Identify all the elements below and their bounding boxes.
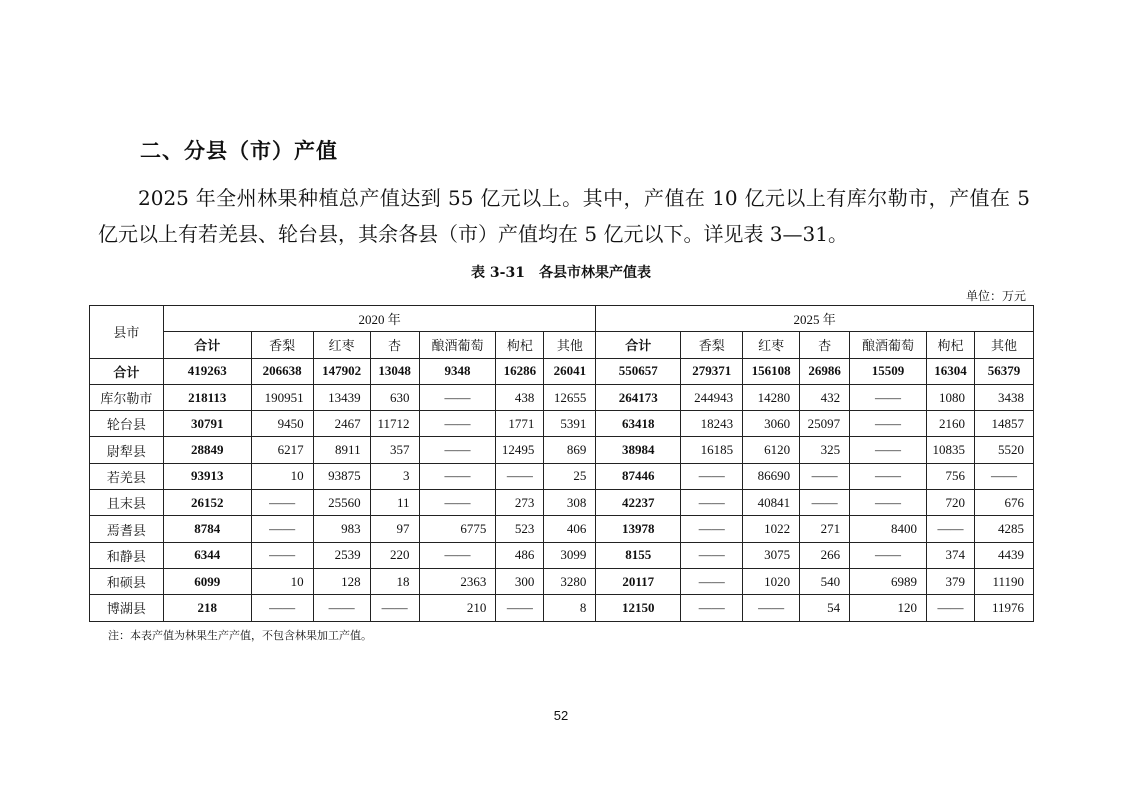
table-cell: —— (251, 516, 313, 542)
table-cell: 357 (370, 437, 419, 463)
output-value-table (89, 305, 1034, 622)
table-cell: —— (681, 568, 743, 594)
table-cell: 4285 (974, 516, 1033, 542)
table-cell: 63418 (596, 411, 681, 437)
table-cell: 93913 (163, 463, 251, 489)
table-row (90, 437, 1034, 463)
table-cell: 10 (251, 568, 313, 594)
table-unit: 单位：万元 (965, 289, 1026, 303)
year-header: 2025 年 (596, 306, 1034, 332)
table-cell: 676 (974, 490, 1033, 516)
table-cell: 18243 (681, 411, 743, 437)
column-header: 枸杞 (926, 332, 974, 358)
table-cell: 54 (800, 595, 850, 621)
table-cell: 26152 (163, 490, 251, 516)
table-cell: 87446 (596, 463, 681, 489)
table-cell: —— (681, 463, 743, 489)
table-cell: 379 (926, 568, 974, 594)
table-cell: —— (419, 542, 496, 568)
body-paragraph-text: 2025 年全州林果种植总产值达到 55 亿元以上。其中，产值在 10 亿元以上有库尔勒市，产值在 5 亿元以上有若羌县、轮台县，其余各县（市）产值均在 5 亿元以下。详见表 3—31。 (98, 186, 1030, 246)
county-name: 库尔勒市 (90, 384, 164, 410)
table-cell: —— (419, 411, 496, 437)
table-row (90, 358, 1034, 384)
table-cell: 3075 (743, 542, 800, 568)
table-cell: 16304 (926, 358, 974, 384)
county-name: 轮台县 (90, 411, 164, 437)
table-cell: 8400 (850, 516, 927, 542)
table-cell: 630 (370, 384, 419, 410)
table-cell: 10835 (926, 437, 974, 463)
table-cell: —— (850, 437, 927, 463)
table-cell: —— (681, 595, 743, 621)
table-cell: 16286 (496, 358, 544, 384)
county-name: 且末县 (90, 490, 164, 516)
table-note: 注：本表产值为林果生产产值，不包含林果加工产值。 (108, 629, 372, 642)
table-cell: —— (681, 516, 743, 542)
table-cell: 523 (496, 516, 544, 542)
table-cell: 93875 (313, 463, 370, 489)
table-cell: —— (419, 463, 496, 489)
header-row-columns (90, 332, 1034, 358)
table-cell: 300 (496, 568, 544, 594)
column-header: 红枣 (313, 332, 370, 358)
table-cell: 12150 (596, 595, 681, 621)
table-cell: 120 (850, 595, 927, 621)
table-cell: 438 (496, 384, 544, 410)
table-cell: 218 (163, 595, 251, 621)
table-cell: 15509 (850, 358, 927, 384)
county-name: 博湖县 (90, 595, 164, 621)
table-cell: 11712 (370, 411, 419, 437)
county-name: 若羌县 (90, 463, 164, 489)
table-cell: 218113 (163, 384, 251, 410)
column-header: 香梨 (681, 332, 743, 358)
table-cell: 279371 (681, 358, 743, 384)
table-cell: 206638 (251, 358, 313, 384)
table-cell: 325 (800, 437, 850, 463)
table-cell: 273 (496, 490, 544, 516)
table-cell: 26986 (800, 358, 850, 384)
table-cell: 432 (800, 384, 850, 410)
table-cell: 10 (251, 463, 313, 489)
table-cell: 6099 (163, 568, 251, 594)
table-body (90, 358, 1034, 621)
year-header: 2020 年 (163, 306, 596, 332)
table-cell: 13048 (370, 358, 419, 384)
table-cell: 12495 (496, 437, 544, 463)
table-row (90, 463, 1034, 489)
column-header: 酿酒葡萄 (419, 332, 496, 358)
table-cell: 9348 (419, 358, 496, 384)
county-name: 和静县 (90, 542, 164, 568)
table-cell: 244943 (681, 384, 743, 410)
table-cell: 25 (544, 463, 596, 489)
table-row (90, 595, 1034, 621)
table-cell: 1022 (743, 516, 800, 542)
table-cell: —— (419, 384, 496, 410)
corner-label: 县市 (90, 306, 164, 359)
table-cell: —— (419, 490, 496, 516)
table-cell: 16185 (681, 437, 743, 463)
table-cell: 220 (370, 542, 419, 568)
table-cell: 3438 (974, 384, 1033, 410)
table-cell: —— (800, 463, 850, 489)
table-cell: 2160 (926, 411, 974, 437)
table-cell: 86690 (743, 463, 800, 489)
column-header: 杏 (370, 332, 419, 358)
column-header: 合计 (163, 332, 251, 358)
table-cell: 2467 (313, 411, 370, 437)
table-cell: 42237 (596, 490, 681, 516)
table-cell: 13439 (313, 384, 370, 410)
county-name: 和硕县 (90, 568, 164, 594)
table-cell: 550657 (596, 358, 681, 384)
table-cell: 128 (313, 568, 370, 594)
table-row (90, 384, 1034, 410)
table-cell: 3060 (743, 411, 800, 437)
table-cell: 28849 (163, 437, 251, 463)
table-cell: —— (850, 384, 927, 410)
table-cell: 419263 (163, 358, 251, 384)
column-header: 其他 (974, 332, 1033, 358)
table-cell: —— (251, 490, 313, 516)
table-cell: 2363 (419, 568, 496, 594)
table-row (90, 568, 1034, 594)
table-cell: 18 (370, 568, 419, 594)
table-cell: —— (370, 595, 419, 621)
table-cell: 374 (926, 542, 974, 568)
table-cell: 26041 (544, 358, 596, 384)
table-row (90, 542, 1034, 568)
table-cell: 38984 (596, 437, 681, 463)
table-cell: 6120 (743, 437, 800, 463)
table-cell: 8155 (596, 542, 681, 568)
table-cell: —— (974, 463, 1033, 489)
table-cell: 5520 (974, 437, 1033, 463)
table-cell: 720 (926, 490, 974, 516)
table-cell: 3280 (544, 568, 596, 594)
table-cell: 6989 (850, 568, 927, 594)
table-cell: 1020 (743, 568, 800, 594)
column-header: 枸杞 (496, 332, 544, 358)
table-cell: —— (926, 595, 974, 621)
table-row (90, 411, 1034, 437)
table-cell: —— (800, 490, 850, 516)
column-header: 红枣 (743, 332, 800, 358)
table-cell: 97 (370, 516, 419, 542)
page-number: 52 (553, 708, 569, 723)
column-header: 其他 (544, 332, 596, 358)
table-cell: 25097 (800, 411, 850, 437)
table-cell: —— (496, 595, 544, 621)
table-cell: 5391 (544, 411, 596, 437)
table-cell: 266 (800, 542, 850, 568)
table-cell: 11976 (974, 595, 1033, 621)
table-cell: —— (251, 595, 313, 621)
section-heading: 二、分县（市）产值 (140, 139, 338, 163)
table-cell: —— (850, 463, 927, 489)
table-cell: 11190 (974, 568, 1033, 594)
table-cell: 1771 (496, 411, 544, 437)
table-cell: 486 (496, 542, 544, 568)
table-cell: 40841 (743, 490, 800, 516)
table-caption: 表 3-31 各县市林果产值表 (471, 265, 651, 281)
table-cell: —— (850, 542, 927, 568)
table-cell: 3099 (544, 542, 596, 568)
table-cell: 8 (544, 595, 596, 621)
table-cell: —— (681, 490, 743, 516)
table-cell: 25560 (313, 490, 370, 516)
table-cell: 210 (419, 595, 496, 621)
table-cell: 2539 (313, 542, 370, 568)
table-cell: —— (743, 595, 800, 621)
county-name: 合计 (90, 358, 164, 384)
table-cell: 30791 (163, 411, 251, 437)
table-cell: 11 (370, 490, 419, 516)
table-cell: 9450 (251, 411, 313, 437)
county-name: 尉犁县 (90, 437, 164, 463)
table-cell: 20117 (596, 568, 681, 594)
body-paragraph (98, 180, 1030, 252)
table-cell: —— (251, 542, 313, 568)
table-cell: 8784 (163, 516, 251, 542)
table-cell: 756 (926, 463, 974, 489)
table-cell: —— (313, 595, 370, 621)
table-cell: 13978 (596, 516, 681, 542)
table-cell: 983 (313, 516, 370, 542)
table-cell: —— (681, 542, 743, 568)
table-cell: 3 (370, 463, 419, 489)
table-row (90, 516, 1034, 542)
table-cell: 156108 (743, 358, 800, 384)
table-cell: 4439 (974, 542, 1033, 568)
table-cell: 264173 (596, 384, 681, 410)
table-cell: —— (419, 437, 496, 463)
table-cell: —— (496, 463, 544, 489)
column-header: 酿酒葡萄 (850, 332, 927, 358)
table-cell: 406 (544, 516, 596, 542)
table-cell: 271 (800, 516, 850, 542)
column-header: 香梨 (251, 332, 313, 358)
table-cell: 147902 (313, 358, 370, 384)
table-cell: 14280 (743, 384, 800, 410)
table-cell: 6344 (163, 542, 251, 568)
table-cell: —— (850, 411, 927, 437)
table-cell: 12655 (544, 384, 596, 410)
table-cell: 308 (544, 490, 596, 516)
column-header: 杏 (800, 332, 850, 358)
table-cell: 1080 (926, 384, 974, 410)
table-cell: 6217 (251, 437, 313, 463)
table-row (90, 490, 1034, 516)
table-cell: 14857 (974, 411, 1033, 437)
table-cell: 540 (800, 568, 850, 594)
table-cell: 6775 (419, 516, 496, 542)
county-name: 焉耆县 (90, 516, 164, 542)
table-cell: 190951 (251, 384, 313, 410)
table-cell: —— (850, 490, 927, 516)
table-cell: —— (926, 516, 974, 542)
table-cell: 56379 (974, 358, 1033, 384)
table-cell: 8911 (313, 437, 370, 463)
column-header: 合计 (596, 332, 681, 358)
table-cell: 869 (544, 437, 596, 463)
header-row-years (90, 306, 1034, 332)
